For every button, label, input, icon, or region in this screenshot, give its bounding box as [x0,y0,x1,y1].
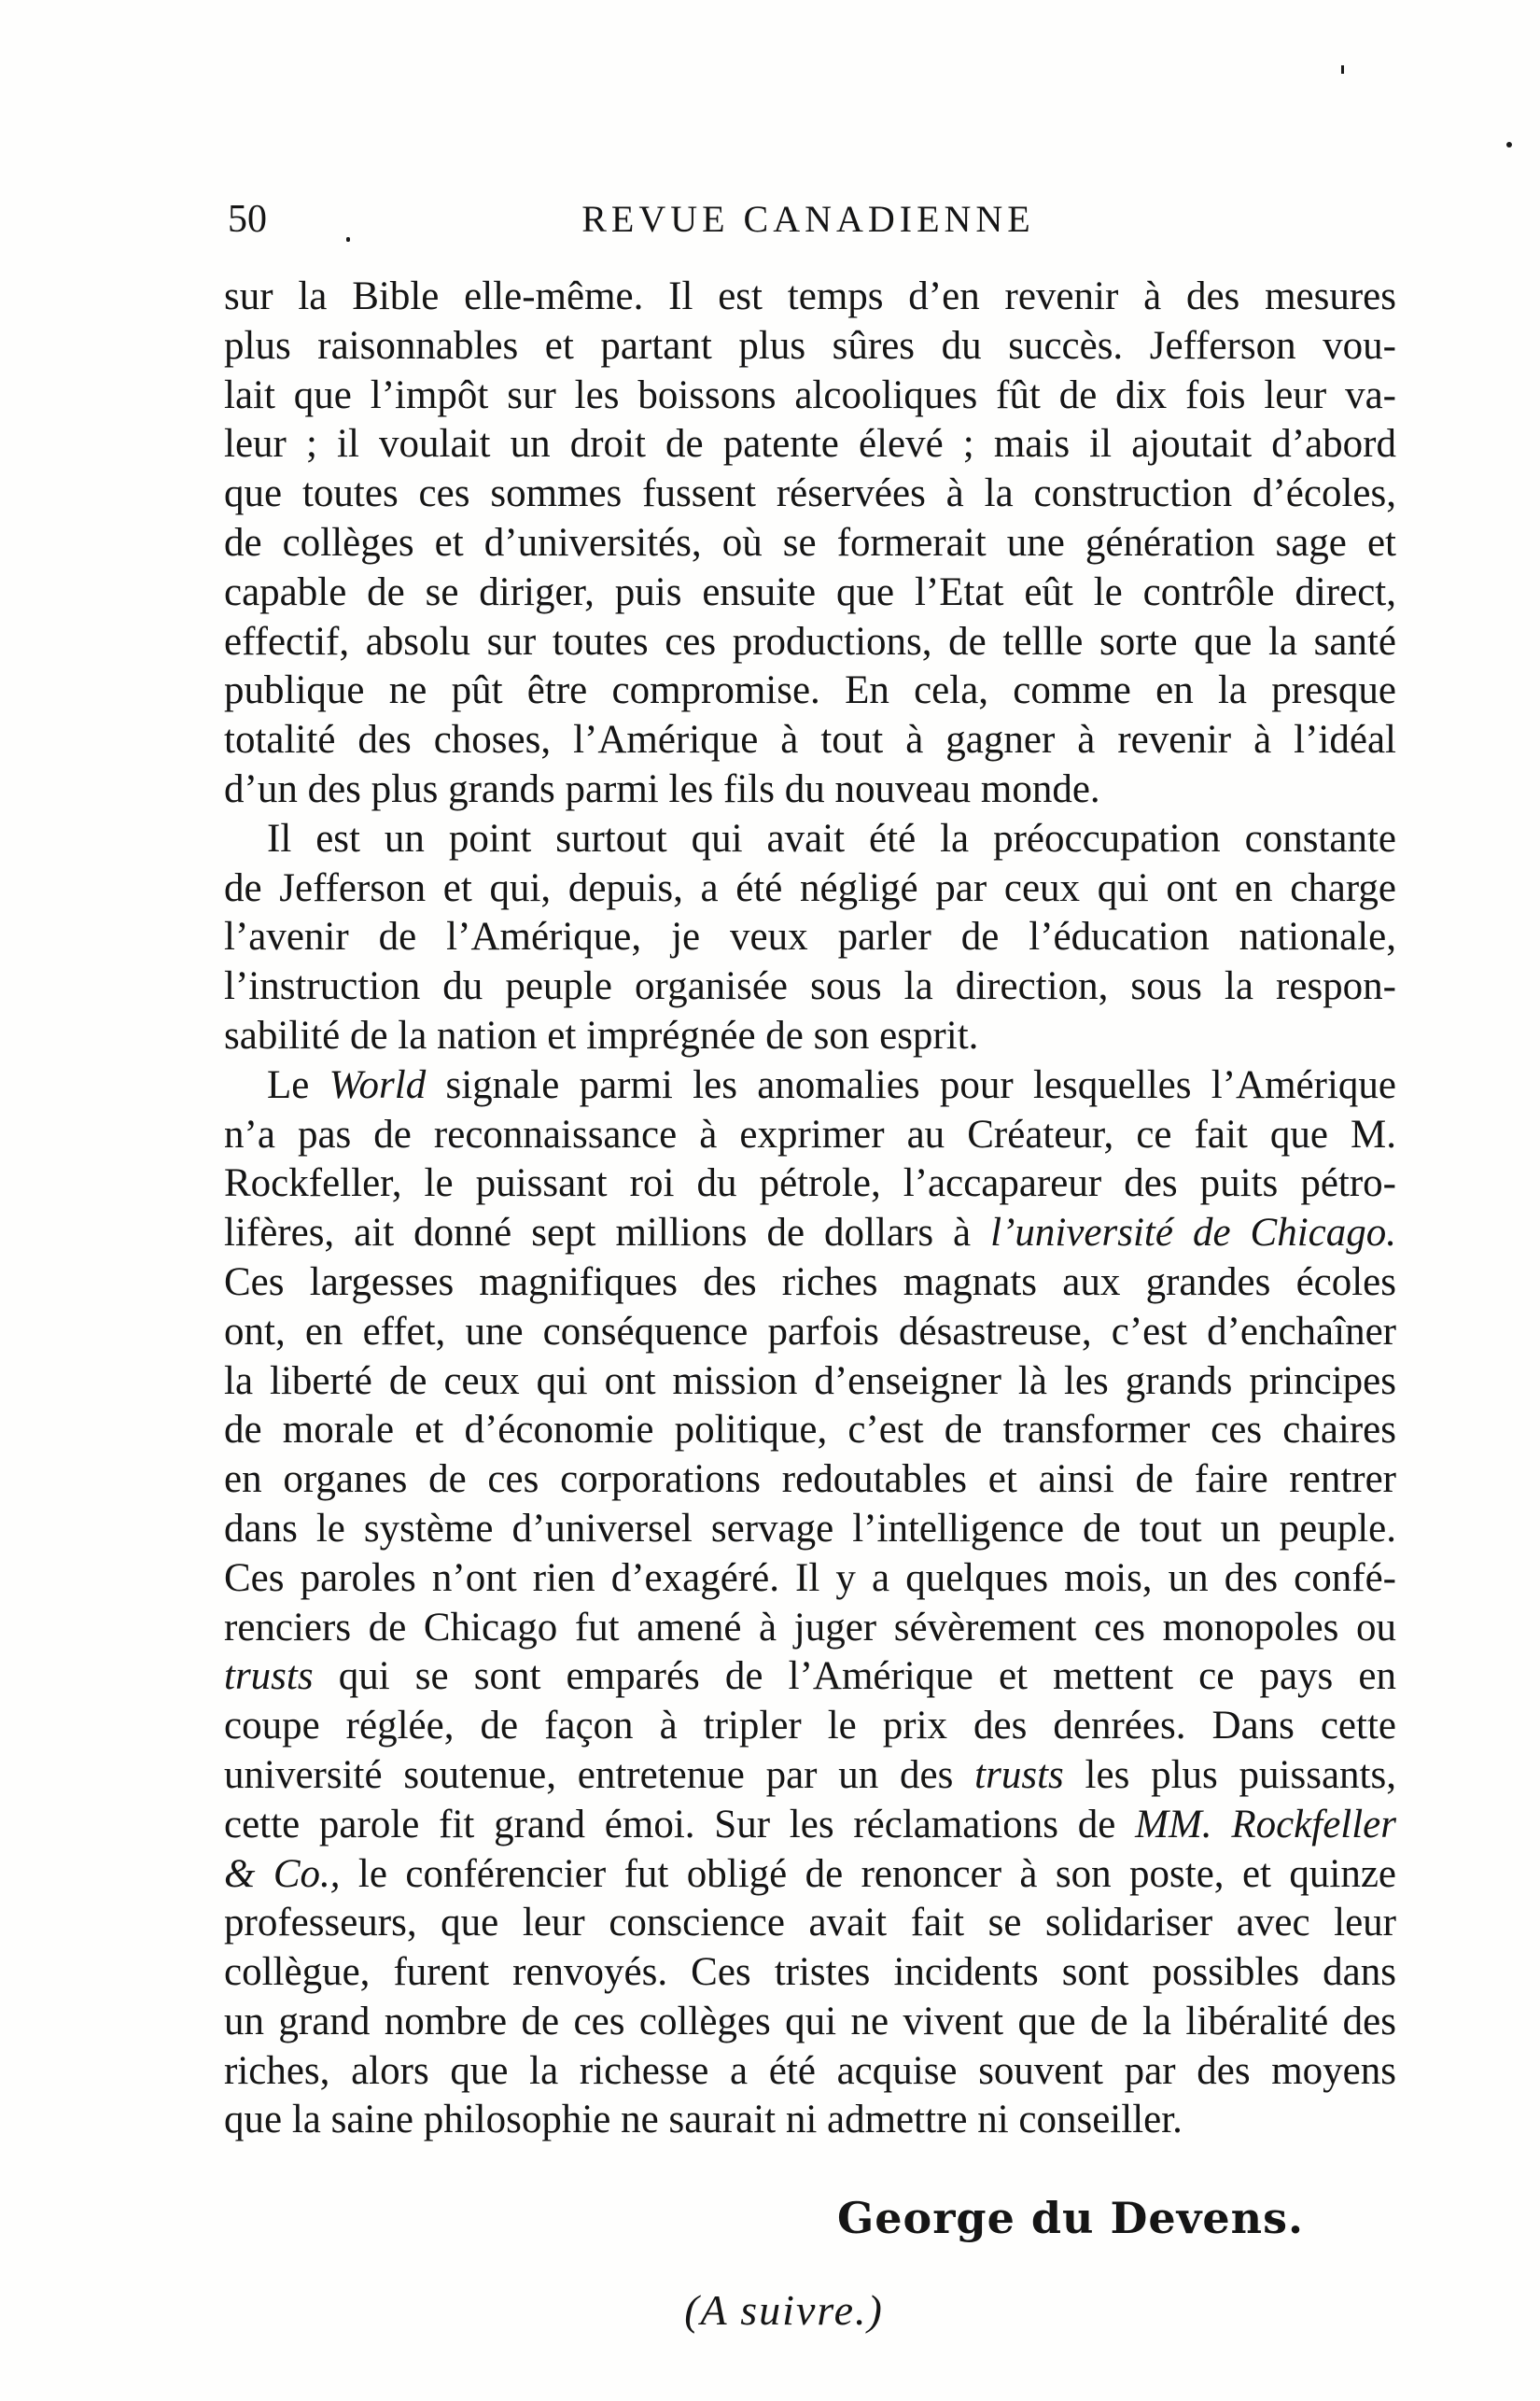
text-segment: le conférencier fut obligé de renoncer à son poste, et quinze [340,1851,1396,1896]
text-segment: qui se sont emparés de l’Amérique et mettent ce pays en [313,1654,1396,1699]
scan-speck [1341,65,1344,74]
paragraph [224,273,1396,815]
text-line: de collèges et d’universités, où se formerait une génération sage et [224,520,1396,565]
text-line: la liberté de ceux qui ont mission d’enseigner là les grands principes [224,1358,1396,1403]
text-line [224,1652,1396,1702]
running-title: REVUE CANADIENNE [581,198,1035,240]
text-line: totalité des choses, l’Amérique à tout à gagner à revenir à l’idéal [224,718,1396,763]
text-line: de morale et d’économie politique, c’est de transformer ces chaires [224,1408,1396,1453]
scan-speck [1506,142,1512,147]
text-line: l’instruction du peuple organisée sous la direction, sous la respon- [224,964,1396,1009]
text-line: sabilité de la nation et imprégnée de son esprit. [224,1013,979,1058]
text-line: sur la Bible elle-même. Il est temps d’en revenir à des mesures [224,274,1396,318]
text-line: Ces paroles n’ont rien d’exagéré. Il y a quelques mois, un des confé- [224,1555,1396,1600]
italic-text: trusts [224,1654,314,1699]
text-line: n’a pas de reconnaissance à exprimer au Créateur, ce fait que M. [224,1112,1396,1157]
text-line [224,1061,1396,1111]
text-line: en organes de ces corporations redoutables et ainsi de faire rentrer [224,1457,1396,1502]
text-line: coupe réglée, de façon à tripler le prix des denrées. Dans cette [224,1704,1396,1748]
paragraph [224,815,1396,1061]
text-line: de Jefferson et qui, depuis, a été négligé par ceux qui ont en charge [224,865,1396,910]
text-line: Ces largesses magnifiques des riches magnats aux grandes écoles [224,1259,1396,1304]
text-line [224,1751,1396,1801]
text-line: leur ; il voulait un droit de patente élevé ; mais il ajoutait d’abord [224,422,1396,467]
text-line: ont, en effet, une conséquence parfois désastreuse, c’est d’enchaîner [224,1309,1396,1354]
text-segment: signale parmi les anomalies pour lesquelles l’Amérique [426,1062,1396,1107]
text-line: collègue, furent renvoyés. Ces tristes incidents sont possibles dans [224,1950,1396,1995]
italic-text: MM. Rockfeller [1135,1802,1396,1846]
text-line [224,1801,1396,1850]
text-line: riches, alors que la richesse a été acquise souvent par des moyens [224,2048,1396,2093]
text-line [224,1209,1396,1258]
text-line: lait que l’impôt sur les boissons alcooliques fût de dix fois leur va- [224,372,1396,417]
text-line: que toutes ces sommes fussent réservées à la construction d’écoles, [224,471,1396,516]
running-header [0,191,1540,247]
text-line: dans le système d’universel servage l’intelligence de tout un peuple. [224,1506,1396,1551]
author-signature: George du Devens. [836,2193,1305,2243]
text-line: Rockfeller, le puissant roi du pétrole, l’accapareur des puits pétro- [224,1161,1396,1206]
text-segment: lifères, ait donné sept millions de dollars à [224,1211,991,1256]
text-segment: les plus puissants, [1063,1752,1396,1797]
text-line: Il est un point surtout qui avait été la préoccupation constante [267,816,1396,861]
article-body [224,273,1396,2145]
text-line: capable de se diriger, puis ensuite que l’Etat eût le contrôle direct, [224,569,1396,614]
text-segment: cette parole fit grand émoi. Sur les réclamations de [224,1802,1136,1846]
text-line: professeurs, que leur conscience avait fait se solidariser avec leur [224,1901,1396,1945]
to-be-continued-note: (A suivre.) [684,2286,884,2334]
text-line: plus raisonnables et partant plus sûres du succès. Jefferson vou- [224,323,1396,368]
text-line: effectif, absolu sur toutes ces productions, de tellle sorte que la santé [224,619,1396,664]
text-line: l’avenir de l’Amérique, je veux parler de l’éducation nationale, [224,915,1396,960]
paragraph [224,1061,1396,2146]
text-segment: université soutenue, entretenue par un des [224,1752,975,1797]
text-line: renciers de Chicago fut amené à juger sévèrement ces monopoles ou [224,1605,1396,1650]
text-line [224,1850,1396,1900]
page-number: 50 [228,198,267,241]
italic-text: & Co., [224,1851,341,1896]
text-line: publique ne pût être compromise. En cela, comme en la presque [224,668,1396,713]
text-line: d’un des plus grands parmi les fils du nouveau monde. [224,766,1100,811]
italic-text: trusts [974,1752,1064,1797]
italic-text: l’université de Chicago. [990,1211,1396,1256]
text-line: un grand nombre de ces collèges qui ne vivent que de la libéralité des [224,1999,1396,2043]
text-segment: Le [267,1062,329,1107]
italic-text: World [329,1062,427,1107]
text-line: que la saine philosophie ne saurait ni admettre ni conseiller. [224,2098,1183,2142]
